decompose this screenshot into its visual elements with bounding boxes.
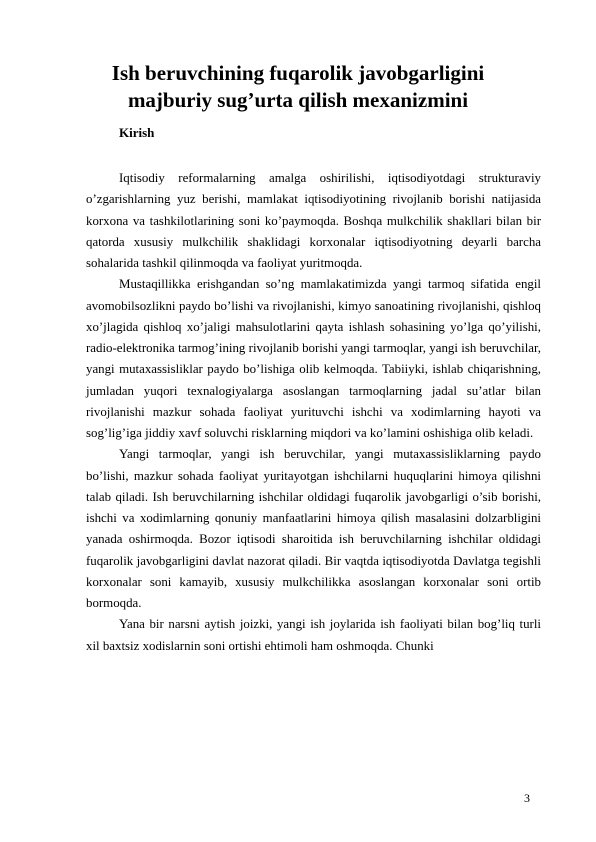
title-line-1: Ish beruvchining fuqarolik javobgarligini <box>111 61 485 85</box>
paragraph: Yangi tarmoqlar, yangi ish beruvchilar, yangi mutaxassisliklarning paydo bo’lishi, mazkur sohada faoliyat yuritayotgan ishchilarni huquqlarini himoya qilishni talab qiladi. Ish beruvchilarning ishchilar oldidagi fuqarolik javobgarligi o’sib borishi, ishchi va xodimlarning qonuniy manfaatlarini himoya qilish masalasini dolzarbligini yanada oshirmoqda. Bozor iqtisodi sharoitida ish beruvchilarning ishchilar oldidagi fuqarolik javobgarligini davlat nazorat qiladi. Bir vaqtda iqtisodiyotda Davlatga tegishli korxonalar soni kamayib, xususiy mulkchilikka asoslangan korxonalar soni ortib bormoqda. <box>86 447 541 610</box>
body-text <box>86 168 541 657</box>
document-title <box>60 60 536 114</box>
title-line-2: majburiy sug’urta qilish mexanizmini <box>127 88 469 112</box>
paragraph: Mustaqillikka erishgandan so’ng mamlakatimizda yangi tarmoq sifatida engil avomobilsozlikni paydo bo’lishi va rivojlanishi, kimyo sanoatining rivojlanishi, qishloq xo’jlagida qishloq xo’jaligi mahsulotlarini qayta ishlash sohasining yo’lga qo’yilishi, radio-elektronika tarmog’ining rivojlanib borishi yangi tarmoqlar, yangi ish beruvchilar, yangi mutaxassisliklar paydo bo’lishiga olib kelmoqda. Tabiiyki, ishlab chiqarishning, jumladan yuqori texnalogiyalarga asoslangan tarmoqlarning jadal su’atlar bilan rivojlanishi mazkur sohada faoliyat yurituvchi ishchi va xodimlarning hayoti va sog’lig’iga jiddiy xavf soluvchi risklarning miqdori va ko’lamini oshishiga olib keladi. <box>86 277 541 440</box>
paragraph: Yana bir narsni aytish joizki, yangi ish joylarida ish faoliyati bilan bog’liq turli xil baxtsiz xodislarnin soni ortishi ehtimoli ham oshmoqda. Chunki <box>86 617 541 653</box>
section-heading: Kirish <box>119 125 155 140</box>
paragraph: Iqtisodiy reformalarning amalga oshirilishi, iqtisodiyotdagi strukturaviy o’zgarishlarning yuz berishi, mamlakat iqtisodiyotining rivojlanib borishi natijasida korxona va tashkilotlarining soni ko’paymoqda. Boshqa mulkchilik shakllari bilan bir qatorda xususiy mulkchilik shaklidagi korxonalar iqtisodiyotning deyarli barcha sohalarida tashkil qilinmoqda va faoliyat yuritmoqda. <box>86 171 541 270</box>
page-number: 3 <box>524 791 530 805</box>
